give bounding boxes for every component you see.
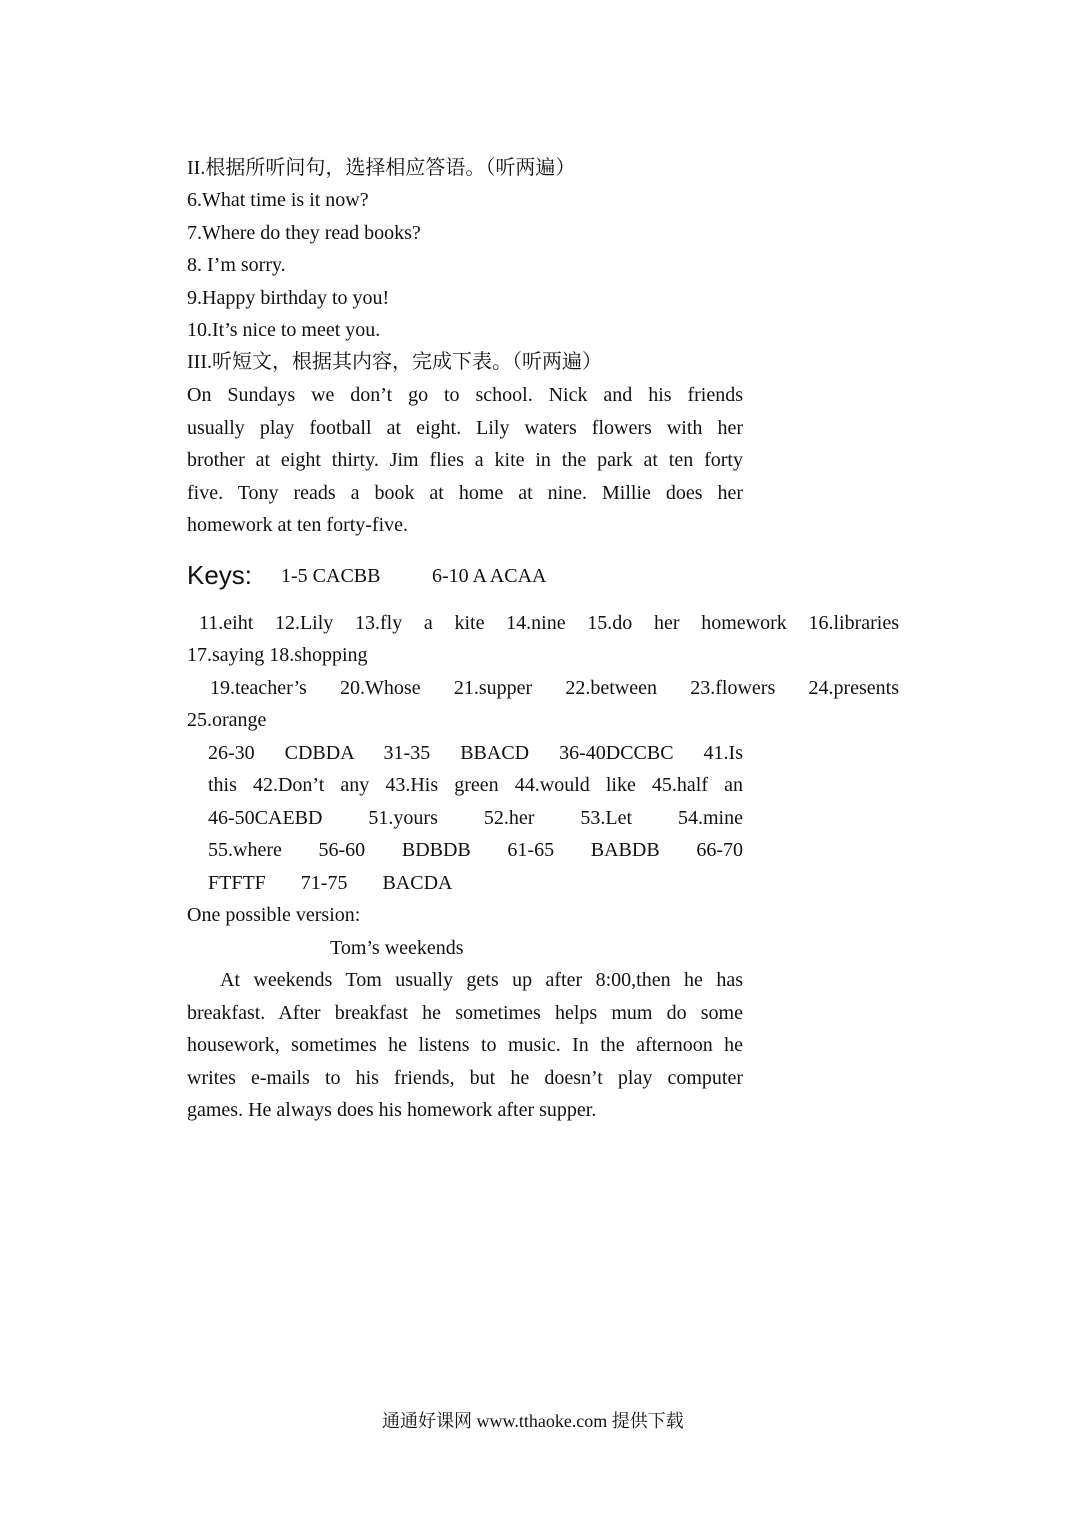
keys-row-25: 25.orange [187,709,267,731]
question-10: 10.It’s nice to meet you. [187,319,381,341]
essay-line-5: games. He always does his homework after supper. [187,1099,597,1121]
keys-label: Keys: [187,560,253,590]
passage-line-5: homework at ten forty-five. [187,514,409,536]
keys-row-17-18: 17.saying 18.shopping [187,644,368,666]
essay-line-2: breakfast. After breakfast he sometimes helps mum do some [187,1002,743,1024]
keys-group-1-5: 1-5 CACBB [281,565,381,587]
section-3-heading: III.听短文，根据其内容，完成下表。（听两遍） [187,351,602,373]
question-8: 8. I’m sorry. [187,254,286,276]
keys-row-11-16: 11.eiht 12.Lily 13.fly a kite 14.nine 15.do her homework 16.libraries [199,612,899,634]
keys-row-26-41: 26-30 CDBDA 31-35 BBACD 36-40DCCBC 41.Is [208,742,743,764]
question-6: 6.What time is it now? [187,189,369,211]
passage-line-1: On Sundays we don’t go to school. Nick and his friends [187,384,743,406]
passage-line-3: brother at eight thirty. Jim flies a kite in the park at ten forty [187,449,743,471]
essay-title: Tom’s weekends [330,937,464,959]
question-9: 9.Happy birthday to you! [187,287,390,309]
essay-line-3: housework, sometimes he listens to music. In the afternoon he [187,1034,743,1056]
passage-line-2: usually play football at eight. Lily waters flowers with her [187,417,743,439]
keys-group-6-10: 6-10 A ACAA [432,565,547,587]
keys-row-46-54: 46-50CAEBD 51.yours 52.her 53.Let 54.mine [208,807,743,829]
question-7: 7.Where do they read books? [187,222,421,244]
keys-row-66-75: FTFTF 71-75 BACDA [208,872,453,894]
keys-row-55-70: 55.where 56-60 BDBDB 61-65 BABDB 66-70 [208,839,743,861]
footer-credit: 通通好课网 www.tthaoke.com 提供下载 [382,1411,684,1431]
essay-line-1: At weekends Tom usually gets up after 8:00,then he has [220,969,743,991]
section-2-heading: II.根据所听问句，选择相应答语。（听两遍） [187,157,576,179]
essay-intro: One possible version: [187,904,361,926]
keys-row-41-45: this 42.Don’t any 43.His green 44.would like 45.half an [208,774,743,796]
keys-row-19-24: 19.teacher’s 20.Whose 21.supper 22.between 23.flowers 24.presents [210,677,899,699]
essay-line-4: writes e-mails to his friends, but he doesn’t play computer [187,1067,743,1089]
passage-line-4: five. Tony reads a book at home at nine. Millie does her [187,482,743,504]
